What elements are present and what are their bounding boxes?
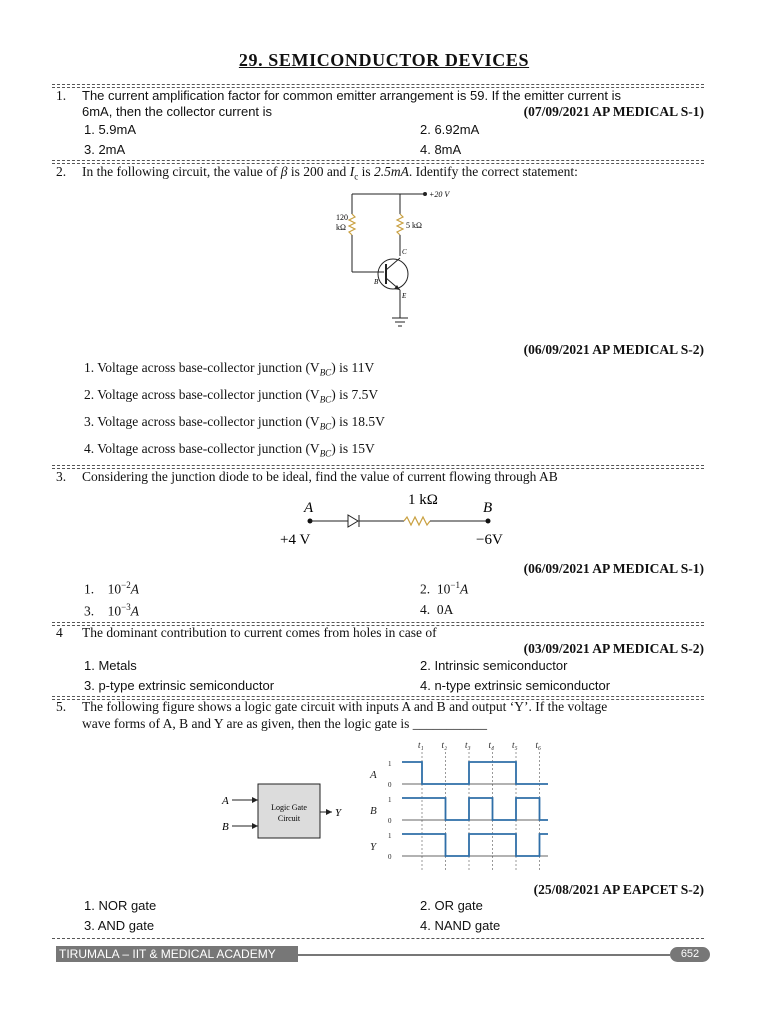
- exam-source: (25/08/2021 AP EAPCET S-2): [533, 882, 704, 897]
- level-high-label: 1: [388, 832, 392, 840]
- base-resistor-unit: kΩ: [336, 223, 346, 232]
- level-low-label: 0: [388, 781, 392, 789]
- logic-gate-box-diagram: [218, 780, 348, 842]
- exam-source: (07/09/2021 AP MEDICAL S-1): [523, 104, 704, 119]
- question-number: 5.: [56, 699, 67, 714]
- base-resistor: [349, 214, 355, 235]
- node-b-label: B: [483, 500, 493, 516]
- option: 4. 8mA: [420, 142, 462, 157]
- separator: [52, 84, 704, 85]
- time-label: t₁: [418, 740, 424, 750]
- option: 3. $10^{-3}A$: [84, 602, 139, 619]
- waveform-diagram: [366, 736, 552, 874]
- box-label-line1: Logic Gate: [271, 803, 307, 812]
- exam-source: (03/09/2021 AP MEDICAL S-2): [523, 641, 704, 656]
- supply-label: +20 V: [429, 190, 450, 199]
- resistor-value: 1 kΩ: [408, 492, 438, 508]
- waveform-a: [402, 762, 548, 784]
- output-y-label: Y: [335, 807, 342, 819]
- separator: [52, 696, 704, 697]
- wave-row-label: A: [370, 769, 377, 781]
- question-text: Considering the junction diode to be ideal, find the value of current flowing through AB: [82, 469, 558, 484]
- option: 3. 2mA: [84, 142, 126, 157]
- transistor-circuit: [330, 186, 460, 336]
- wave-row-label: Y: [370, 841, 377, 853]
- question-text: 6mA, then the collector current is: [82, 104, 273, 119]
- footer-academy-name: TIRUMALA – IIT & MEDICAL ACADEMY: [56, 946, 298, 962]
- input-a-label: A: [222, 795, 229, 807]
- question-text: The following figure shows a logic gate circuit with inputs A and B and output ‘Y’. If the voltage: [82, 699, 608, 714]
- base-label: B: [374, 278, 379, 286]
- option: 4. 0A: [420, 602, 454, 617]
- level-high-label: 1: [388, 760, 392, 768]
- diode-circuit: [276, 486, 516, 550]
- waveform-y: [402, 834, 548, 856]
- question-text: The current amplification factor for common emitter arrangement is 59. If the emitter current is: [82, 88, 621, 103]
- option: 1. $10^{-2}A$: [84, 580, 139, 597]
- input-b-label: B: [222, 821, 229, 833]
- separator: [52, 465, 704, 466]
- option: 2. $10^{-1}A$: [420, 580, 469, 597]
- separator: [52, 160, 704, 161]
- collector-resistor-value: 5 kΩ: [406, 221, 422, 230]
- footer-rule: [298, 954, 670, 956]
- time-label: t₅: [512, 740, 518, 750]
- question-number: 4: [56, 625, 63, 640]
- option: 1. Metals: [84, 658, 137, 673]
- emitter-label: E: [402, 292, 407, 300]
- diode-symbol: [348, 515, 358, 527]
- option: 1. Voltage across base-collector junction $(V_{BC})$ is 11V: [84, 360, 375, 378]
- level-low-label: 0: [388, 817, 392, 825]
- option: 2. Voltage across base-collector junction $(V_{BC})$ is 7.5V: [84, 387, 379, 405]
- question-text: The dominant contribution to current comes from holes in case of: [82, 625, 437, 640]
- option: 2. OR gate: [420, 898, 483, 913]
- separator: [52, 938, 704, 939]
- option: 1. 5.9mA: [84, 122, 137, 137]
- base-resistor-value: 120: [336, 213, 348, 222]
- option: 4. Voltage across base-collector junction $(V_{BC})$ is 15V: [84, 441, 375, 459]
- wave-row-label: B: [370, 805, 377, 817]
- question-text: In the following circuit, the value of β is 200 and $I_c$ is 2.5mA. Identify the correct statement:: [82, 164, 578, 182]
- option: 2. Intrinsic semiconductor: [420, 658, 568, 673]
- node-a-voltage: +4 V: [280, 532, 311, 548]
- collector-resistor: [397, 214, 403, 235]
- time-label: t₆: [535, 740, 542, 750]
- exam-source: (06/09/2021 AP MEDICAL S-2): [523, 342, 704, 357]
- question-number: 3.: [56, 469, 67, 484]
- separator: [52, 622, 704, 623]
- page-number: 652: [670, 947, 710, 962]
- question-text: wave forms of A, B and Y are as given, then the logic gate is ___________: [82, 716, 488, 731]
- question-number: 2.: [56, 164, 67, 179]
- option: 3. p-type extrinsic semiconductor: [84, 678, 275, 693]
- time-label: t₃: [465, 740, 471, 750]
- option: 4. NAND gate: [420, 918, 501, 933]
- collector-label: C: [402, 248, 407, 256]
- box-label-line2: Circuit: [277, 814, 301, 823]
- exam-source: (06/09/2021 AP MEDICAL S-1): [523, 561, 704, 576]
- resistor-symbol: [404, 517, 430, 525]
- option: 3. Voltage across base-collector junction $(V_{BC})$ is 18.5V: [84, 414, 385, 432]
- question-number: 1.: [56, 88, 67, 103]
- time-label: t₄: [488, 740, 495, 750]
- node-a-label: A: [304, 500, 314, 516]
- page-title: 29. SEMICONDUCTOR DEVICES: [238, 50, 530, 70]
- level-high-label: 1: [388, 796, 392, 804]
- option: 3. AND gate: [84, 918, 155, 933]
- option: 1. NOR gate: [84, 898, 157, 913]
- option: 2. 6.92mA: [420, 122, 480, 137]
- waveform-b: [402, 798, 548, 820]
- option: 4. n-type extrinsic semiconductor: [420, 678, 611, 693]
- time-label: t₂: [441, 740, 448, 750]
- node-b-voltage: −6V: [476, 532, 503, 548]
- beta-symbol: β: [280, 164, 288, 179]
- level-low-label: 0: [388, 853, 392, 861]
